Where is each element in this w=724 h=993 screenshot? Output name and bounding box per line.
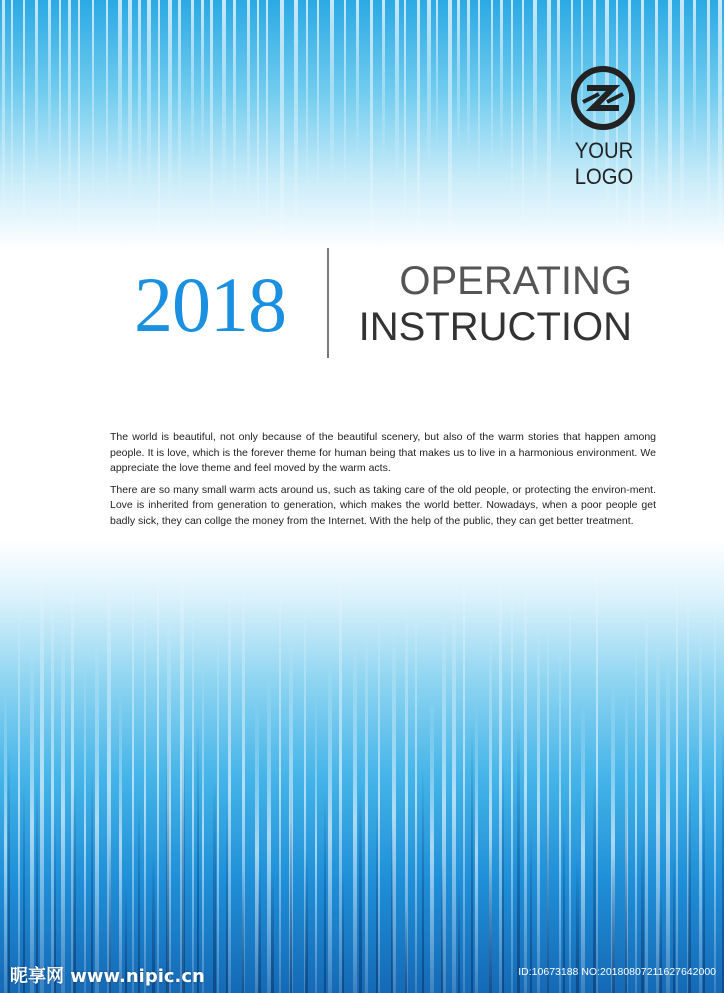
stripe bbox=[370, 0, 373, 268]
watermark-id: ID:10673188 NO:20180807211627642000 bbox=[518, 966, 716, 978]
stripe bbox=[559, 645, 561, 993]
stripe bbox=[228, 579, 231, 993]
stripe bbox=[502, 754, 504, 993]
stripe bbox=[537, 623, 540, 993]
stripe bbox=[581, 0, 583, 150]
stripe bbox=[511, 0, 513, 212]
stripe bbox=[344, 0, 346, 196]
stripe bbox=[676, 560, 678, 993]
stripe bbox=[448, 0, 452, 264]
stripe bbox=[144, 608, 146, 993]
stripe bbox=[511, 581, 513, 993]
stripe bbox=[452, 598, 456, 993]
stripe bbox=[427, 0, 431, 169]
stripe bbox=[48, 0, 51, 156]
stripe bbox=[233, 0, 236, 207]
stripe bbox=[315, 696, 317, 993]
stripe bbox=[596, 540, 598, 993]
stripe bbox=[478, 0, 480, 187]
stripe bbox=[673, 848, 675, 993]
stripe bbox=[330, 0, 334, 183]
stripe bbox=[491, 0, 493, 169]
stripe bbox=[36, 779, 38, 993]
stripe bbox=[258, 865, 261, 993]
stripe bbox=[222, 0, 226, 191]
stripe bbox=[280, 0, 284, 275]
stripe bbox=[563, 814, 565, 993]
stripe bbox=[441, 857, 443, 993]
stripe bbox=[84, 665, 86, 993]
stripe bbox=[475, 706, 478, 993]
stripe bbox=[342, 871, 344, 993]
stripe bbox=[616, 0, 618, 271]
stripe bbox=[125, 884, 127, 993]
title-line-1: OPERATING bbox=[399, 259, 632, 303]
stripe bbox=[422, 765, 424, 993]
stripe bbox=[197, 720, 199, 993]
stripe bbox=[522, 0, 524, 251]
stripe bbox=[328, 660, 332, 993]
stripe bbox=[471, 722, 473, 993]
stripe bbox=[35, 0, 38, 185]
stripe bbox=[718, 0, 722, 255]
stripe bbox=[404, 0, 406, 244]
stripe bbox=[382, 0, 385, 163]
stripe bbox=[217, 631, 219, 993]
stripe bbox=[242, 869, 244, 993]
stripe bbox=[305, 851, 308, 993]
stripe bbox=[294, 0, 298, 235]
stripe bbox=[625, 781, 627, 993]
stripe bbox=[30, 652, 34, 993]
stripe bbox=[457, 0, 460, 153]
stripe bbox=[128, 0, 132, 208]
stripe bbox=[182, 732, 185, 993]
stripe bbox=[168, 0, 172, 211]
stripe bbox=[356, 0, 359, 158]
stripe bbox=[703, 779, 705, 993]
stripe bbox=[40, 568, 44, 993]
stripe bbox=[290, 777, 292, 993]
stripe bbox=[395, 0, 399, 183]
stripe bbox=[166, 739, 169, 993]
stripe bbox=[517, 722, 520, 993]
stripe bbox=[192, 606, 194, 993]
stripe bbox=[430, 697, 434, 993]
stripe bbox=[51, 593, 54, 993]
stripe bbox=[95, 641, 99, 993]
stripe bbox=[533, 0, 537, 193]
stripe bbox=[458, 879, 460, 993]
stripe bbox=[391, 818, 393, 993]
stripe bbox=[317, 0, 319, 201]
stripe bbox=[339, 562, 342, 993]
stripe bbox=[324, 792, 326, 993]
stripe bbox=[191, 0, 194, 165]
stripe bbox=[524, 576, 527, 993]
stripe bbox=[91, 767, 93, 993]
stripe bbox=[266, 0, 268, 253]
stripe bbox=[178, 0, 181, 202]
stripe bbox=[593, 777, 596, 993]
stripe bbox=[257, 0, 259, 250]
stripe bbox=[23, 782, 25, 993]
stripe bbox=[635, 644, 637, 993]
stripe bbox=[147, 0, 151, 195]
stripe bbox=[8, 747, 10, 993]
stripe bbox=[417, 0, 420, 267]
stripe bbox=[693, 0, 696, 156]
stripe bbox=[119, 692, 122, 993]
stripe bbox=[569, 591, 571, 993]
stripe bbox=[152, 851, 155, 993]
logo-text: YOUR LOGO bbox=[574, 138, 634, 189]
stripe bbox=[581, 703, 585, 993]
stripe bbox=[158, 0, 160, 275]
stripe bbox=[641, 830, 644, 993]
stripe bbox=[157, 544, 159, 993]
stripe bbox=[547, 0, 551, 235]
stripe bbox=[279, 575, 281, 993]
stripe bbox=[571, 0, 573, 155]
stripe bbox=[500, 0, 503, 158]
stripe bbox=[202, 663, 204, 993]
stripe bbox=[680, 0, 684, 234]
stripe bbox=[118, 0, 122, 185]
stripe bbox=[688, 784, 691, 993]
stripe bbox=[641, 0, 644, 281]
stripe bbox=[378, 606, 380, 993]
stripe bbox=[593, 0, 596, 198]
stripe bbox=[267, 676, 271, 993]
stripe bbox=[73, 787, 76, 993]
stripe bbox=[467, 0, 470, 154]
stripe bbox=[547, 768, 549, 993]
stripe bbox=[23, 0, 25, 269]
stripe bbox=[61, 627, 65, 993]
stripe bbox=[138, 0, 141, 192]
stripe bbox=[655, 0, 658, 215]
stripe bbox=[707, 0, 710, 237]
stripe bbox=[415, 604, 417, 993]
stripe bbox=[353, 643, 357, 993]
stripe bbox=[201, 0, 204, 158]
stripe bbox=[628, 0, 631, 272]
stripe bbox=[54, 818, 56, 993]
stripe bbox=[576, 854, 579, 993]
stripe bbox=[2, 0, 5, 224]
stripe bbox=[666, 660, 670, 993]
stripe bbox=[138, 799, 140, 993]
stripe bbox=[11, 0, 13, 208]
stripe bbox=[499, 566, 502, 993]
stripe bbox=[659, 889, 662, 993]
stripe bbox=[605, 0, 609, 219]
stripe bbox=[359, 785, 362, 993]
stripe bbox=[109, 836, 111, 993]
stripe bbox=[226, 804, 228, 993]
stripe bbox=[247, 0, 250, 207]
title-line-2: INSTRUCTION bbox=[358, 305, 632, 349]
stripe bbox=[4, 690, 7, 993]
stripe bbox=[132, 567, 134, 993]
stripe bbox=[59, 0, 61, 240]
stripe bbox=[436, 0, 438, 148]
stripe bbox=[18, 602, 20, 993]
stripe bbox=[213, 780, 216, 993]
stripe bbox=[612, 853, 615, 993]
stripe bbox=[106, 0, 108, 204]
stripe bbox=[78, 0, 80, 277]
body-paragraph-1: The world is beautiful, not only because of the beautiful scenery, but also of the warm stories that happen among people. It is love, which is the forever theme for human being that makes us to live in a harmonious environment. We appreciate the love theme and feel moved by the warm acts. bbox=[110, 431, 656, 474]
year-heading: 2018 bbox=[134, 261, 286, 348]
stripe bbox=[668, 0, 672, 274]
stripe bbox=[714, 599, 716, 993]
body-paragraph-2: There are so many small warm acts around us, such as taking care of the old people, or protecting the environ-ment. Love is inherited from generation to generation, which makes the world better. Nowadays, when a poor people get badly sick, they can collge the money from the Internet. With the help of the public, they can get better treatment. bbox=[110, 483, 656, 527]
stripe bbox=[306, 0, 308, 191]
stripe bbox=[489, 844, 492, 993]
stripe bbox=[210, 0, 213, 241]
stripe bbox=[699, 629, 702, 993]
stripe bbox=[68, 0, 71, 214]
stripe bbox=[645, 603, 648, 993]
stripe bbox=[271, 871, 274, 993]
watermark-site: 昵享网 www.nipic.cn bbox=[10, 966, 205, 987]
stripe bbox=[530, 827, 532, 993]
stripe bbox=[376, 805, 378, 993]
stripe bbox=[463, 548, 465, 993]
stripe bbox=[557, 0, 560, 156]
stripe bbox=[92, 0, 94, 208]
stripe bbox=[365, 634, 368, 993]
stripe bbox=[405, 905, 407, 993]
